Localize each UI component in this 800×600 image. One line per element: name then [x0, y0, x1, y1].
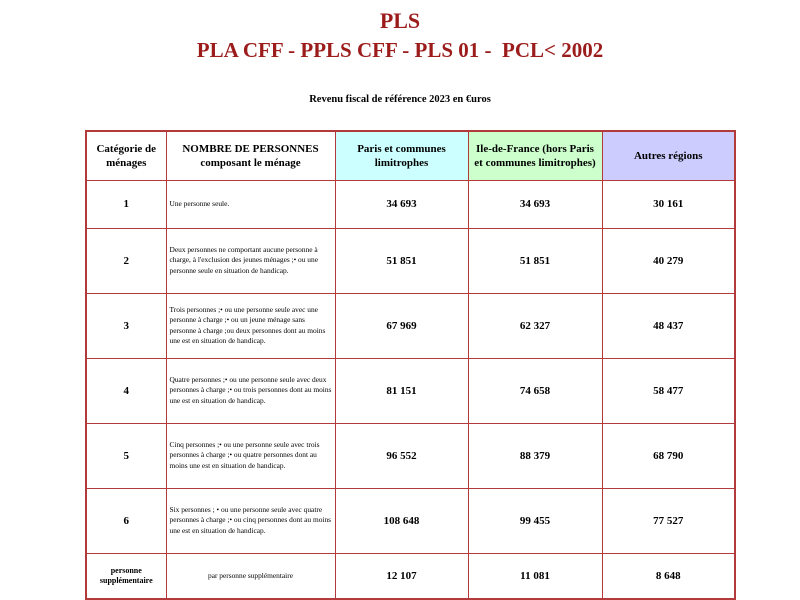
- table-row: [86, 423, 735, 488]
- row-categorie: personne supplémentaire: [86, 553, 166, 599]
- row-value-idf: 74 658: [468, 358, 602, 423]
- row-description: Six personnes ; • ou une personne seule avec quatre personnes à charge ;• ou cinq personnes dont au moins une est en situation de handicap.: [166, 488, 335, 553]
- row-description: Trois personnes ;• ou une personne seule avec une personne à charge ;• ou un jeune ménage sans personne à charge ;ou deux personnes dont au moins une est en situation de handicap.: [166, 293, 335, 358]
- row-categorie: 1: [86, 180, 166, 228]
- row-value-paris: 81 151: [335, 358, 468, 423]
- row-value-paris: 108 648: [335, 488, 468, 553]
- row-value-paris: 96 552: [335, 423, 468, 488]
- row-description: Deux personnes ne comportant aucune personne à charge, à l'exclusion des jeunes ménages ;• ou une personne seule en situation de handicap.: [166, 228, 335, 293]
- income-table: [85, 130, 736, 600]
- row-value-idf: 11 081: [468, 553, 602, 599]
- table-row: [86, 293, 735, 358]
- row-categorie: 6: [86, 488, 166, 553]
- row-value-autres: 58 477: [602, 358, 735, 423]
- row-value-autres: 48 437: [602, 293, 735, 358]
- row-value-autres: 77 527: [602, 488, 735, 553]
- row-value-idf: 51 851: [468, 228, 602, 293]
- table-caption: Revenu fiscal de référence 2023 en €uros: [309, 94, 491, 105]
- table-row: [86, 228, 735, 293]
- row-value-idf: 34 693: [468, 180, 602, 228]
- table-row-extra-person: [86, 553, 735, 599]
- row-value-autres: 8 648: [602, 553, 735, 599]
- row-value-paris: 67 969: [335, 293, 468, 358]
- row-value-autres: 40 279: [602, 228, 735, 293]
- header-ile-de-france: Ile-de-France (hors Paris et communes limitrophes): [468, 131, 602, 180]
- header-paris: Paris et communes limitrophes: [335, 131, 468, 180]
- row-categorie: 2: [86, 228, 166, 293]
- row-description: Une personne seule.: [166, 180, 335, 228]
- row-description: Quatre personnes ;• ou une personne seule avec deux personnes à charge ;• ou trois personnes dont au moins une est en situation de handicap.: [166, 358, 335, 423]
- row-categorie: 5: [86, 423, 166, 488]
- table-row: [86, 358, 735, 423]
- row-description: par personne supplémentaire: [166, 553, 335, 599]
- row-value-autres: 68 790: [602, 423, 735, 488]
- row-description: Cinq personnes ;• ou une personne seule avec trois personnes à charge ;• ou quatre personnes dont au moins une est en situation de handicap.: [166, 423, 335, 488]
- row-categorie: 4: [86, 358, 166, 423]
- table-row: [86, 180, 735, 228]
- row-value-paris: 34 693: [335, 180, 468, 228]
- header-nombre-personnes: NOMBRE DE PERSONNES composant le ménage: [166, 131, 335, 180]
- header-autres-regions: Autres régions: [602, 131, 735, 180]
- document-title: PLS: [379, 8, 421, 33]
- row-value-paris: 12 107: [335, 553, 468, 599]
- header-categorie: Catégorie de ménages: [86, 131, 166, 180]
- table-header-row: [86, 131, 735, 180]
- row-value-idf: 62 327: [468, 293, 602, 358]
- row-value-autres: 30 161: [602, 180, 735, 228]
- document-subtitle: PLA CFF - PPLS CFF - PLS 01 - PCL< 2002: [196, 38, 604, 62]
- row-value-idf: 88 379: [468, 423, 602, 488]
- table-row: [86, 488, 735, 553]
- row-value-idf: 99 455: [468, 488, 602, 553]
- row-categorie: 3: [86, 293, 166, 358]
- row-value-paris: 51 851: [335, 228, 468, 293]
